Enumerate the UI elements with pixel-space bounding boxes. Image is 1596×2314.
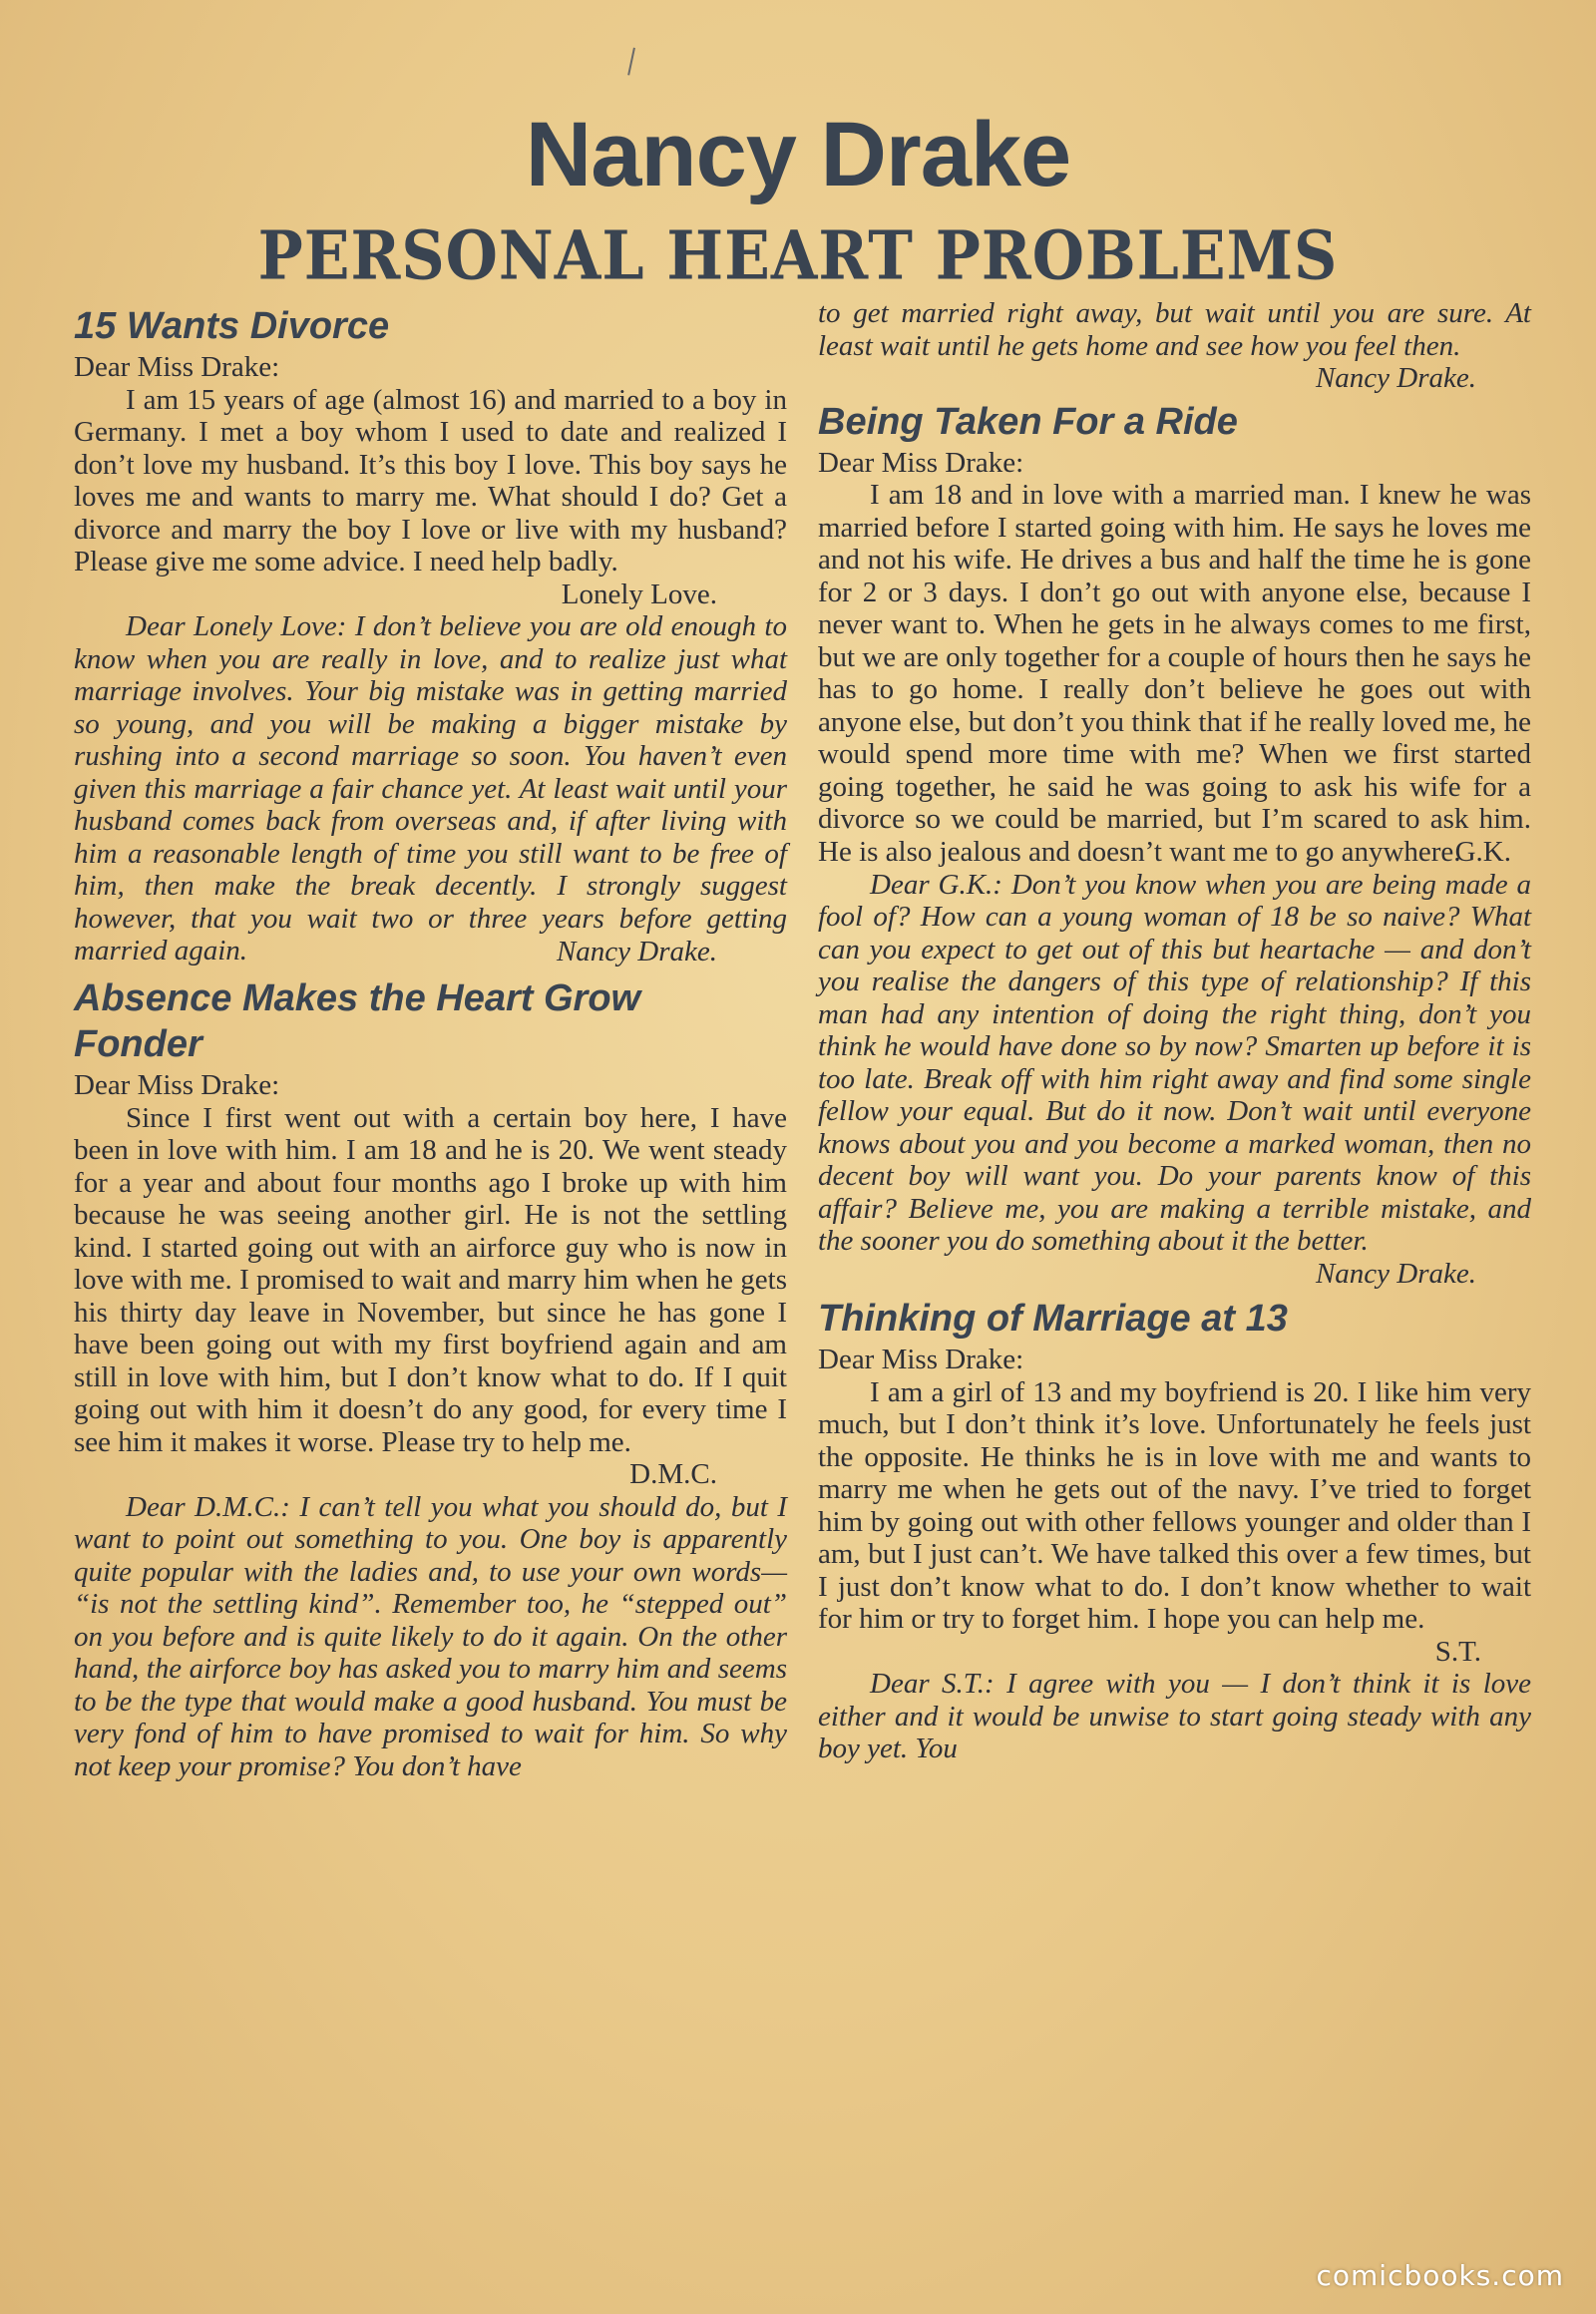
salutation: Dear Miss Drake: (74, 351, 280, 383)
reply-signature: Nancy Drake. (556, 935, 717, 967)
salutation: Dear Miss Drake: (818, 1344, 1024, 1375)
letter-signature: Lonely Love. (561, 578, 717, 610)
stray-mark (627, 48, 639, 77)
reply-body: Dear D.M.C.: I can’t tell you what you should do, but I want to point out something to you. One boy is apparently quite popular with the ladies and, to use your own words— “is not the settling kind”. Remember too, he “stepped out” on you before and is quite likely to do it again. On the other hand, the airforce boy has asked you to marry him and seems to be the type that would make a good husband. You must be very fond of him to have promised to wait for him. So why not keep your promise? You don’t have (74, 1490, 787, 1782)
left-column (74, 299, 787, 1782)
reply-continuation: to get married right away, but wait until you are sure. At least wait until he gets home and see how you feel then. (818, 297, 1531, 362)
page-title: Nancy Drake (525, 104, 1071, 205)
reply-body: Dear G.K.: Don’t you know when you are being made a fool of? How can a young woman of 18 be so naive? What can you expect to get out of this but heartache — and don’t you realise the dangers of this type of relationship? If this man had any intention of doing the right thing, don’t you think he would have done so by now? Smarten up before it is too late. Break off with him right away and find some single fellow your equal. But do it now. Don’t wait until everyone knows about you and you become a marked woman, then no decent boy will want you. Do your parents know of this affair? Believe me, you are making a terrible mistake, and the sooner you do something about it the better. (818, 868, 1531, 1257)
letter-signature: G.K. (1454, 836, 1511, 868)
letter-heading: Absence Makes the Heart Grow Fonder (74, 977, 641, 1065)
right-column (818, 297, 1531, 1765)
reply-body: Dear Lonely Love: I don’t believe you are old enough to know when you are really in love, and to realize just what marriage involves. Your big mistake was in getting married so young, and you will be making a bigger mistake by rushing into a second marriage so soon. You haven’t even given this marriage a fair chance yet. At least wait until your husband comes back from overseas and, if after living with him a reasonable length of time you still want to be free of him, then make the break decently. I strongly suggest however, that you wait two or three years before getting married again. (74, 610, 787, 966)
letter-body: Since I first went out with a certain boy here, I have been in love with him. I am 18 and he is 20. We went steady for a year and about four months ago I broke up with him because he was seeing another girl. He is not the settling kind. I started going out with an airforce guy who is now in love with me. I promised to wait and marry him when he gets his thirty day leave in November, but since he has gone I have been going out with my first boyfriend again and am still in love with him, but I don’t know what to do. If I quit going out with him it doesn’t do any good, for every time I see him it makes it worse. Please try to help me. (74, 1101, 787, 1458)
salutation: Dear Miss Drake: (74, 1069, 280, 1101)
reply-body: Dear S.T.: I agree with you — I don’t think it is love either and it would be unwise to start going steady with any boy yet. You (818, 1668, 1531, 1764)
site-watermark: comicbooks.com (1316, 2259, 1564, 2292)
letter-heading: Being Taken For a Ride (818, 400, 1238, 443)
reply-signature: Nancy Drake. (1315, 1257, 1476, 1290)
letter-heading: 15 Wants Divorce (74, 305, 390, 347)
letter-signature: D.M.C. (629, 1458, 717, 1490)
letter-heading: Thinking of Marriage at 13 (818, 1298, 1288, 1340)
letter-body: I am 18 and in love with a married man. I knew he was married before I started going with him. He says he loves me and not his wife. He drives a bus and half the time he is gone for 2 or 3 days. I don’t go out with anyone else, because I never want to. When he gets in he always comes to me first, but we are only together for a couple of hours then he says he has to go home. I really don’t believe he goes out with anyone else, but don’t you think that if he really loved me, he would spend more time with me? When we first started going together, he said he was going to ask his wife for a divorce so we could be married, but I’m scared to ask him. He is also jealous and doesn’t want me to go anywhere. (818, 479, 1531, 868)
reply-signature: Nancy Drake. (1315, 362, 1476, 394)
letter-body: I am a girl of 13 and my boyfriend is 20. I like him very much, but I don’t think it’s love. Unfortunately he feels just the opposite. He thinks he is in love with me and wants to marry me when he gets out of the navy. I’ve tried to forget him by going out with other fellows younger and older than I am, but I just can’t. We have talked this over a few times, but I just don’t know what to do. I don’t know whether to wait for him or try to forget him. I hope you can help me. (818, 1375, 1531, 1635)
page-subtitle: PERSONAL HEART PROBLEMS (257, 216, 1339, 296)
letter-body: I am 15 years of age (almost 16) and married to a boy in Germany. I met a boy whom I used to date and realized I don’t love my husband. It’s this boy I love. This boy says he loves me and wants to marry me. What should I do? Get a divorce and marry the boy I love or live with my husband? Please give me some advice. I need help badly. (74, 383, 787, 578)
salutation: Dear Miss Drake: (818, 446, 1024, 479)
letter-signature: S.T. (1434, 1635, 1481, 1668)
